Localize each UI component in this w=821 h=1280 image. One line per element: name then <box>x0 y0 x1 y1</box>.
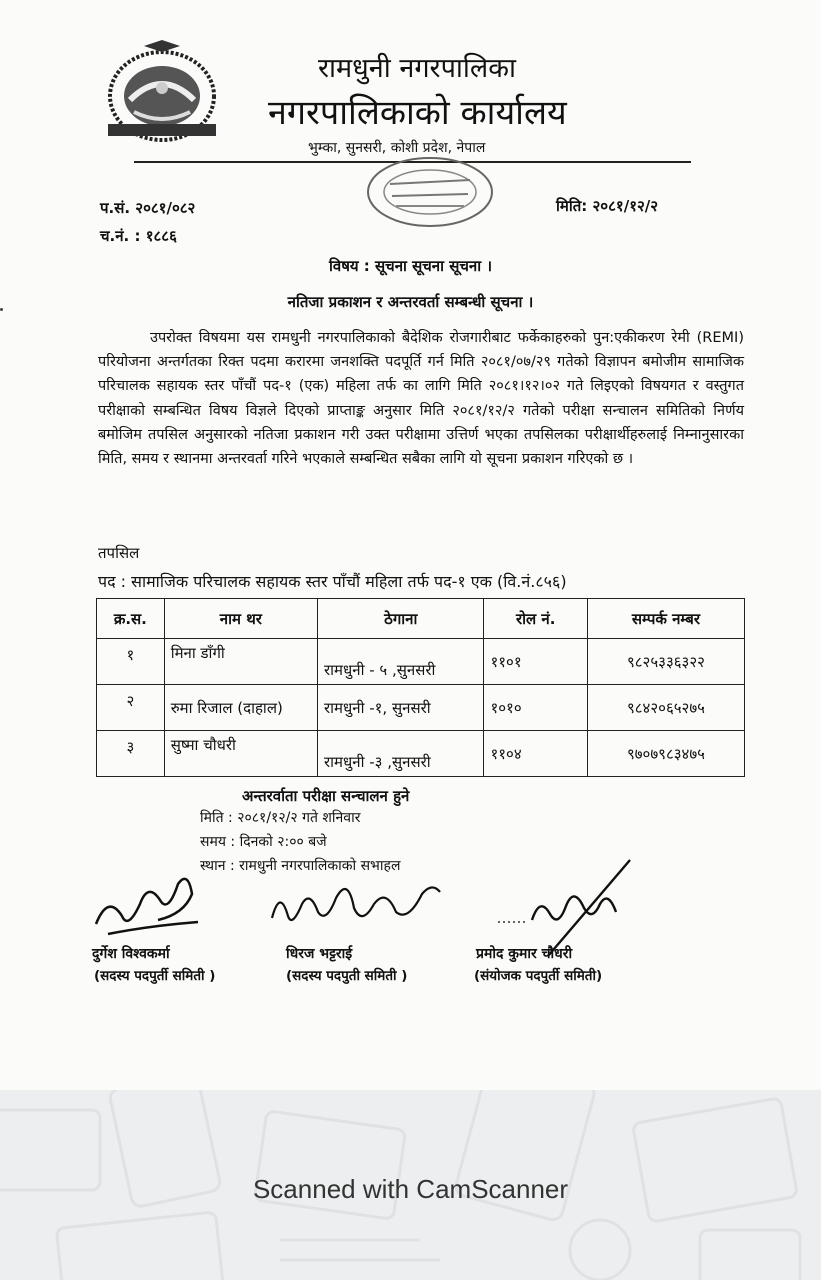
cell-sn: ३ <box>97 731 165 777</box>
signature-1 <box>88 864 208 944</box>
cell-address: रामधुनी -३ ,सुनसरी <box>318 731 484 777</box>
cell-sn: १ <box>97 639 165 685</box>
signatory-3-role: (संयोजक पदपुर्ती समिती) <box>474 968 603 984</box>
col-header-roll: रोल नं. <box>484 599 587 639</box>
cell-roll: १०१० <box>484 685 587 731</box>
notice-title: नतिजा प्रकाशन र अन्तरवर्ता सम्बन्धी सूचना । <box>287 293 534 311</box>
office-stamp <box>360 150 500 230</box>
post-line: पद : सामाजिक परिचालक सहायक स्तर पाँचौं महिला तर्फ पद-१ एक (वि.नं.८५६) <box>98 572 567 591</box>
results-table <box>96 598 745 777</box>
office-name: नगरपालिकाको कार्यालय <box>268 93 567 133</box>
cell-address: रामधुनी -१, सुनसरी <box>318 685 484 731</box>
signatory-1-role: (सदस्य पदपुर्ती समिती ) <box>94 968 216 984</box>
cell-name: सुष्मा चौधरी <box>164 731 317 777</box>
cell-address: रामधुनी - ५ ,सुनसरी <box>318 639 484 685</box>
table-row <box>97 639 745 685</box>
cell-contact: ९८४२०६५२७५ <box>587 685 744 731</box>
signatory-2-role: (सदस्य पदपुती समिती ) <box>286 968 408 984</box>
signatory-3-name: प्रमोद कुमार चौधरी <box>476 946 573 962</box>
reference-number: प.सं. २०८१/०८२ <box>100 199 196 217</box>
details-label: तपसिल <box>98 544 140 562</box>
col-header-contact: सम्पर्क नम्बर <box>587 599 744 639</box>
interview-time: समय : दिनको २:०० बजे <box>200 834 327 850</box>
table-row <box>97 731 745 777</box>
nepal-emblem-icon <box>100 38 224 148</box>
cell-contact: ९८२५३३६३२२ <box>587 639 744 685</box>
signatory-2-name: धिरज भट्टराई <box>286 946 353 962</box>
dispatch-number: च.नं. : १८८६ <box>100 227 177 245</box>
table-row <box>97 685 745 731</box>
col-header-sn: क्र.स. <box>97 599 165 639</box>
interview-date: मिति : २०८१/१२/२ गते शनिवार <box>200 810 361 826</box>
notice-body: उपरोक्त विषयमा यस रामधुनी नगरपालिकाको बैदेशिक रोजगारीबाट फर्केकाहरुको पुन:एकीकरण रेमी (REMI) परियोजना अन्तर्गतका रिक्त पदमा करारमा जनशक्ति पदपूर्ति गर्न मिति २०८१/०७/२९ गतेको विज्ञापन बमोजीम सामाजिक परिचालक सहायक स्तर पाँचौं पद-१ (एक) महिला तर्फ का लागि मिति २०८१।१२।०२ गते लिइएको विषयगत र वस्तुगत परीक्षाको सम्बन्धित विषय विज्ञले दिएको प्राप्ताङ्क अनुसार मिति २०८१/१२/२ गतेको परीक्षा सन्चालन समितिको निर्णय बमोजिम तपसिल अनुसारको नतिजा प्रकाशन गरी उक्त परीक्षामा उत्तिर्ण भएका तपसिलका परीक्षार्थीहरुलाई निम्नानुसारका मिति, समय र स्थानमा अन्तरवर्ता गरिने भएकाले सम्बन्धित सबैका लागि यो सूचना प्रकाशन गरिएको छ । <box>98 330 744 468</box>
table-header-row <box>97 599 745 639</box>
cell-name: मिना डाँगी <box>164 639 317 685</box>
col-header-address: ठेगाना <box>318 599 484 639</box>
scanner-watermark-text: Scanned with CamScanner <box>252 1174 569 1204</box>
scan-speck <box>0 308 3 311</box>
scanner-footer <box>0 1090 821 1280</box>
subject-line: विषय : सूचना सूचना सूचना । <box>328 257 492 275</box>
col-header-name: नाम थर <box>164 599 317 639</box>
interview-title: अन्तरर्वाता परीक्षा सन्चालन हुने <box>242 787 410 805</box>
office-address: भुम्का, सुनसरी, कोशी प्रदेश, नेपाल <box>308 140 486 156</box>
cell-name: रुमा रिजाल (दाहाल) <box>164 685 317 731</box>
cell-roll: ११०४ <box>484 731 587 777</box>
municipality-name: रामधुनी नगरपालिका <box>318 53 516 84</box>
cell-sn: २ <box>97 685 165 731</box>
signature-2 <box>262 868 452 938</box>
cell-roll: ११०१ <box>484 639 587 685</box>
cell-contact: ९७०७९८३४७५ <box>587 731 744 777</box>
interview-place: स्थान : रामधुनी नगरपालिकाको सभाहल <box>200 858 401 874</box>
signatory-1-name: दुर्गेश विश्वकर्मा <box>92 946 170 962</box>
letter-date: मिति: २०८१/१२/२ <box>556 197 659 215</box>
